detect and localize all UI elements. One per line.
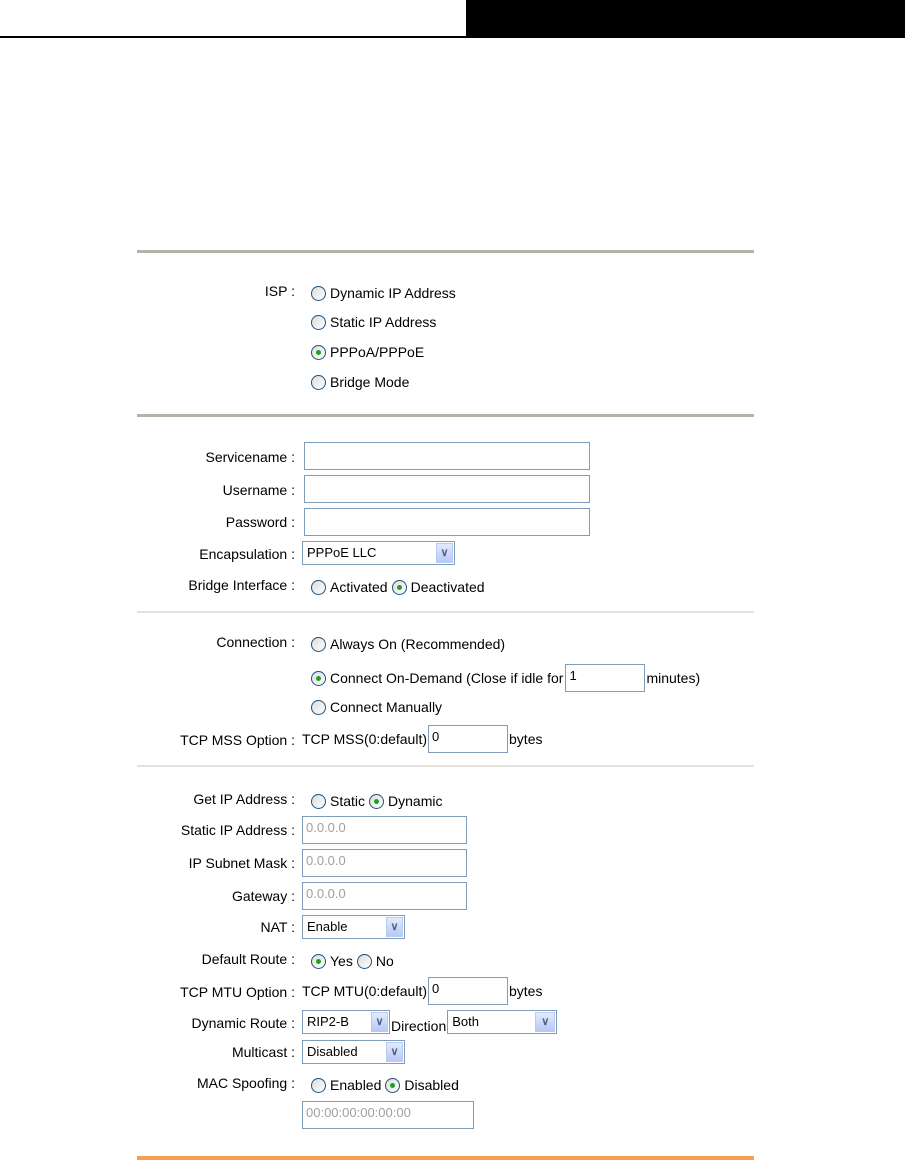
mac-address-input[interactable]: 00:00:00:00:00:00	[302, 1101, 474, 1129]
tcp-mss-prefix: TCP MSS(0:default)	[302, 731, 428, 747]
username-label: Username :	[222, 482, 295, 498]
get-ip-dynamic-radio[interactable]	[369, 794, 384, 809]
default-route-no-radio[interactable]	[357, 954, 372, 969]
default-route-yes-text: Yes	[330, 953, 353, 969]
tcp-mss-label: TCP MSS Option :	[180, 732, 295, 748]
password-label: Password :	[225, 514, 295, 530]
isp-dynamic-radio[interactable]	[311, 286, 326, 301]
gateway-label: Gateway :	[231, 888, 295, 904]
dynamic-route-value: RIP2-B	[307, 1014, 349, 1029]
isp-option-pppoe[interactable]	[302, 343, 424, 361]
encapsulation-value: PPPoE LLC	[307, 545, 377, 560]
bridge-deactivated-radio[interactable]	[392, 580, 407, 595]
section-divider-top	[137, 250, 754, 253]
section-divider-pppoe	[137, 414, 754, 417]
conn-on-demand-radio[interactable]	[311, 671, 326, 686]
direction-value: Both	[452, 1014, 479, 1029]
chevron-down-icon[interactable]: ∨	[371, 1012, 388, 1032]
mac-spoofing-label: MAC Spoofing :	[196, 1075, 295, 1091]
chevron-down-icon[interactable]: ∨	[436, 543, 453, 563]
isp-bridge-text: Bridge Mode	[330, 374, 410, 390]
bridge-activated-radio[interactable]	[311, 580, 326, 595]
section-divider-connection	[137, 611, 754, 613]
isp-pppoe-radio[interactable]	[311, 345, 326, 360]
multicast-label: Multicast :	[231, 1044, 295, 1060]
isp-option-dynamic[interactable]	[302, 284, 456, 302]
conn-on-demand[interactable]	[302, 664, 700, 692]
servicename-label: Servicename :	[205, 449, 295, 465]
get-ip-dynamic-text: Dynamic	[388, 793, 443, 809]
tcp-mtu-prefix: TCP MTU(0:default)	[302, 983, 427, 999]
default-route-label: Default Route :	[201, 951, 295, 967]
dynamic-route-label: Dynamic Route :	[191, 1015, 295, 1031]
isp-pppoe-text: PPPoA/PPPoE	[330, 344, 425, 360]
tcp-mtu-label: TCP MTU Option :	[180, 984, 295, 1000]
footer-divider	[137, 1156, 754, 1160]
conn-always-on-radio[interactable]	[311, 637, 326, 652]
bridge-deactivated-text: Deactivated	[410, 579, 485, 595]
tcp-mtu-input[interactable]: 0	[428, 977, 508, 1005]
tcp-mtu-suffix: bytes	[509, 983, 543, 999]
chevron-down-icon[interactable]: ∨	[386, 917, 403, 937]
default-route-no-text: No	[375, 953, 394, 969]
static-ip-input[interactable]: 0.0.0.0	[302, 816, 467, 844]
gateway-input[interactable]: 0.0.0.0	[302, 882, 467, 910]
get-ip-label: Get IP Address :	[193, 791, 295, 807]
isp-label: ISP :	[264, 283, 295, 299]
get-ip-static-text: Static	[330, 793, 366, 809]
mac-disabled-radio[interactable]	[385, 1078, 400, 1093]
chevron-down-icon[interactable]: ∨	[386, 1042, 403, 1062]
conn-always-on[interactable]	[302, 635, 505, 653]
nat-select[interactable]	[302, 915, 405, 939]
isp-option-bridge[interactable]	[302, 373, 409, 391]
chevron-down-icon[interactable]: ∨	[535, 1012, 555, 1032]
dynamic-route-select[interactable]	[302, 1010, 390, 1034]
header-rule	[0, 36, 466, 38]
static-ip-label: Static IP Address :	[180, 822, 295, 838]
get-ip-static-radio[interactable]	[311, 794, 326, 809]
encapsulation-select[interactable]	[302, 541, 455, 565]
username-input[interactable]	[304, 475, 590, 503]
conn-on-demand-text: Connect On-Demand (Close if idle for	[330, 670, 564, 686]
nat-label: NAT :	[260, 919, 295, 935]
mac-enabled-text: Enabled	[330, 1077, 382, 1093]
header-block	[466, 0, 905, 38]
isp-bridge-radio[interactable]	[311, 375, 326, 390]
default-route-yes-radio[interactable]	[311, 954, 326, 969]
subnet-mask-label: IP Subnet Mask :	[188, 855, 295, 871]
mac-enabled-radio[interactable]	[311, 1078, 326, 1093]
conn-manual[interactable]	[302, 698, 442, 716]
multicast-select[interactable]	[302, 1040, 405, 1064]
minutes-suffix: minutes)	[646, 670, 701, 686]
isp-dynamic-text: Dynamic IP Address	[330, 285, 456, 301]
multicast-value: Disabled	[307, 1044, 358, 1059]
bridge-activated-text: Activated	[330, 579, 388, 595]
isp-static-text: Static IP Address	[330, 314, 437, 330]
password-input[interactable]	[304, 508, 590, 536]
isp-option-static[interactable]	[302, 313, 436, 331]
conn-always-on-text: Always On (Recommended)	[330, 636, 506, 652]
isp-static-radio[interactable]	[311, 315, 326, 330]
conn-manual-text: Connect Manually	[330, 699, 443, 715]
encapsulation-label: Encapsulation :	[199, 546, 295, 562]
mac-disabled-text: Disabled	[404, 1077, 459, 1093]
section-divider-ip	[137, 765, 754, 767]
connection-label: Connection :	[216, 634, 295, 650]
servicename-input[interactable]	[304, 442, 590, 470]
conn-manual-radio[interactable]	[311, 700, 326, 715]
direction-select[interactable]	[447, 1010, 557, 1034]
subnet-mask-input[interactable]: 0.0.0.0	[302, 849, 467, 877]
tcp-mss-input[interactable]: 0	[428, 725, 508, 753]
tcp-mss-suffix: bytes	[509, 731, 543, 747]
bridge-interface-label: Bridge Interface :	[188, 577, 295, 593]
nat-value: Enable	[307, 919, 348, 934]
direction-label: Direction	[391, 1018, 447, 1034]
idle-minutes-input[interactable]: 1	[565, 664, 645, 692]
